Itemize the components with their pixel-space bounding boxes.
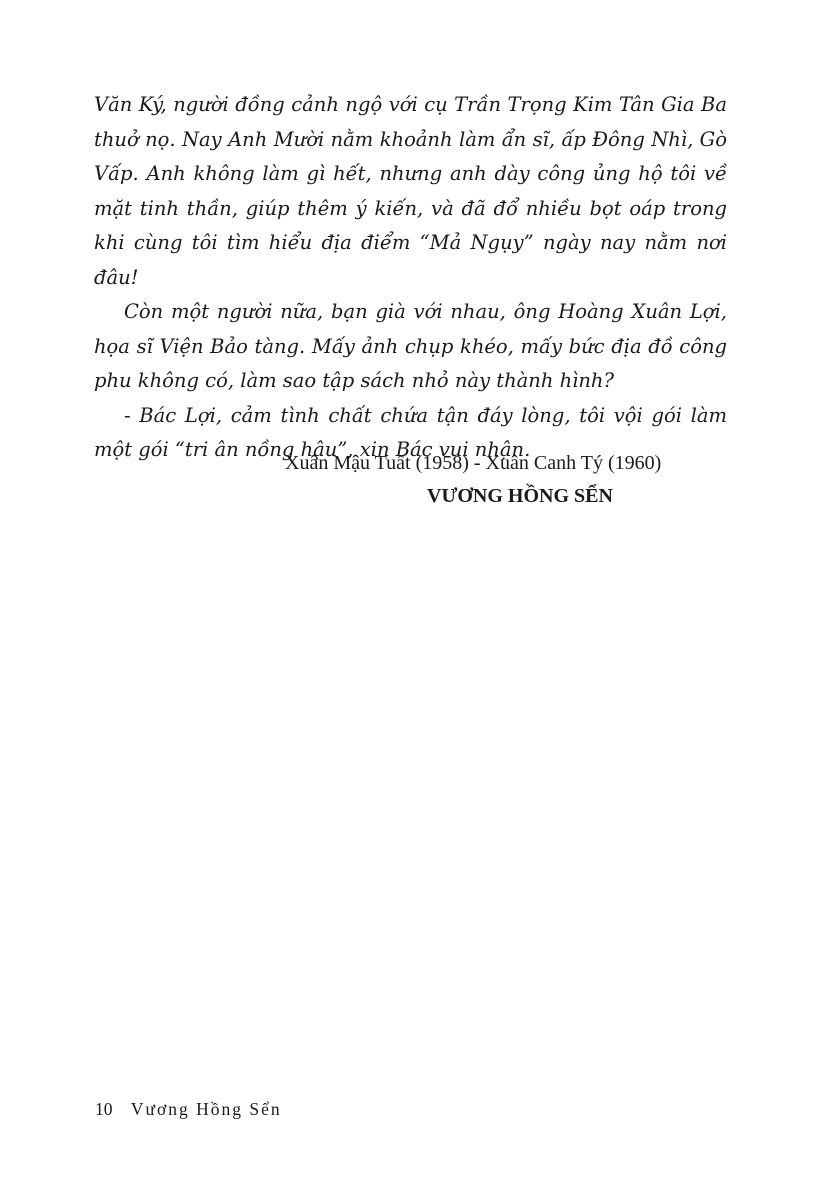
body-text [94,88,727,468]
page-footer [95,1097,282,1121]
running-head: Vương Hồng Sển [130,1099,282,1119]
signature-date-line: Xuân Mậu Tuất (1958) - Xuân Canh Tý (1960) [285,452,662,474]
signature-author: VƯƠNG HỒNG SỂN [427,485,613,507]
paragraph-acknowledgement: Còn một người nữa, bạn già với nhau, ông Hoàng Xuân Lợi, họa sĩ Viện Bảo tàng. Mấy ảnh chụp khéo, mấy bức địa đồ công phu không có, làm sao tập sách nhỏ này thành hình? [94,300,727,392]
page-number: 10 [95,1099,113,1119]
paragraph-dedication: - Bác Lợi, cảm tình chất chứa tận đáy lòng, tôi vội gói làm một gói “tri ân nồng hậu”, xin Bác vui nhận. [94,403,727,461]
paragraph-continuation: Văn Ký, người đồng cảnh ngộ với cụ Trần Trọng Kim Tân Gia Ba thuở nọ. Nay Anh Mười nằm khoảnh làm ẩn sĩ, ấp Đông Nhì, Gò Vấp. Anh không làm gì hết, nhưng anh dày công ủng hộ tôi về mặt tinh thần, giúp thêm ý kiến, và đã đổ nhiều bọt oáp trong khi cùng tôi tìm hiểu địa điểm “Mả Ngụy” ngày nay nằm nơi đâu! [94,93,727,289]
